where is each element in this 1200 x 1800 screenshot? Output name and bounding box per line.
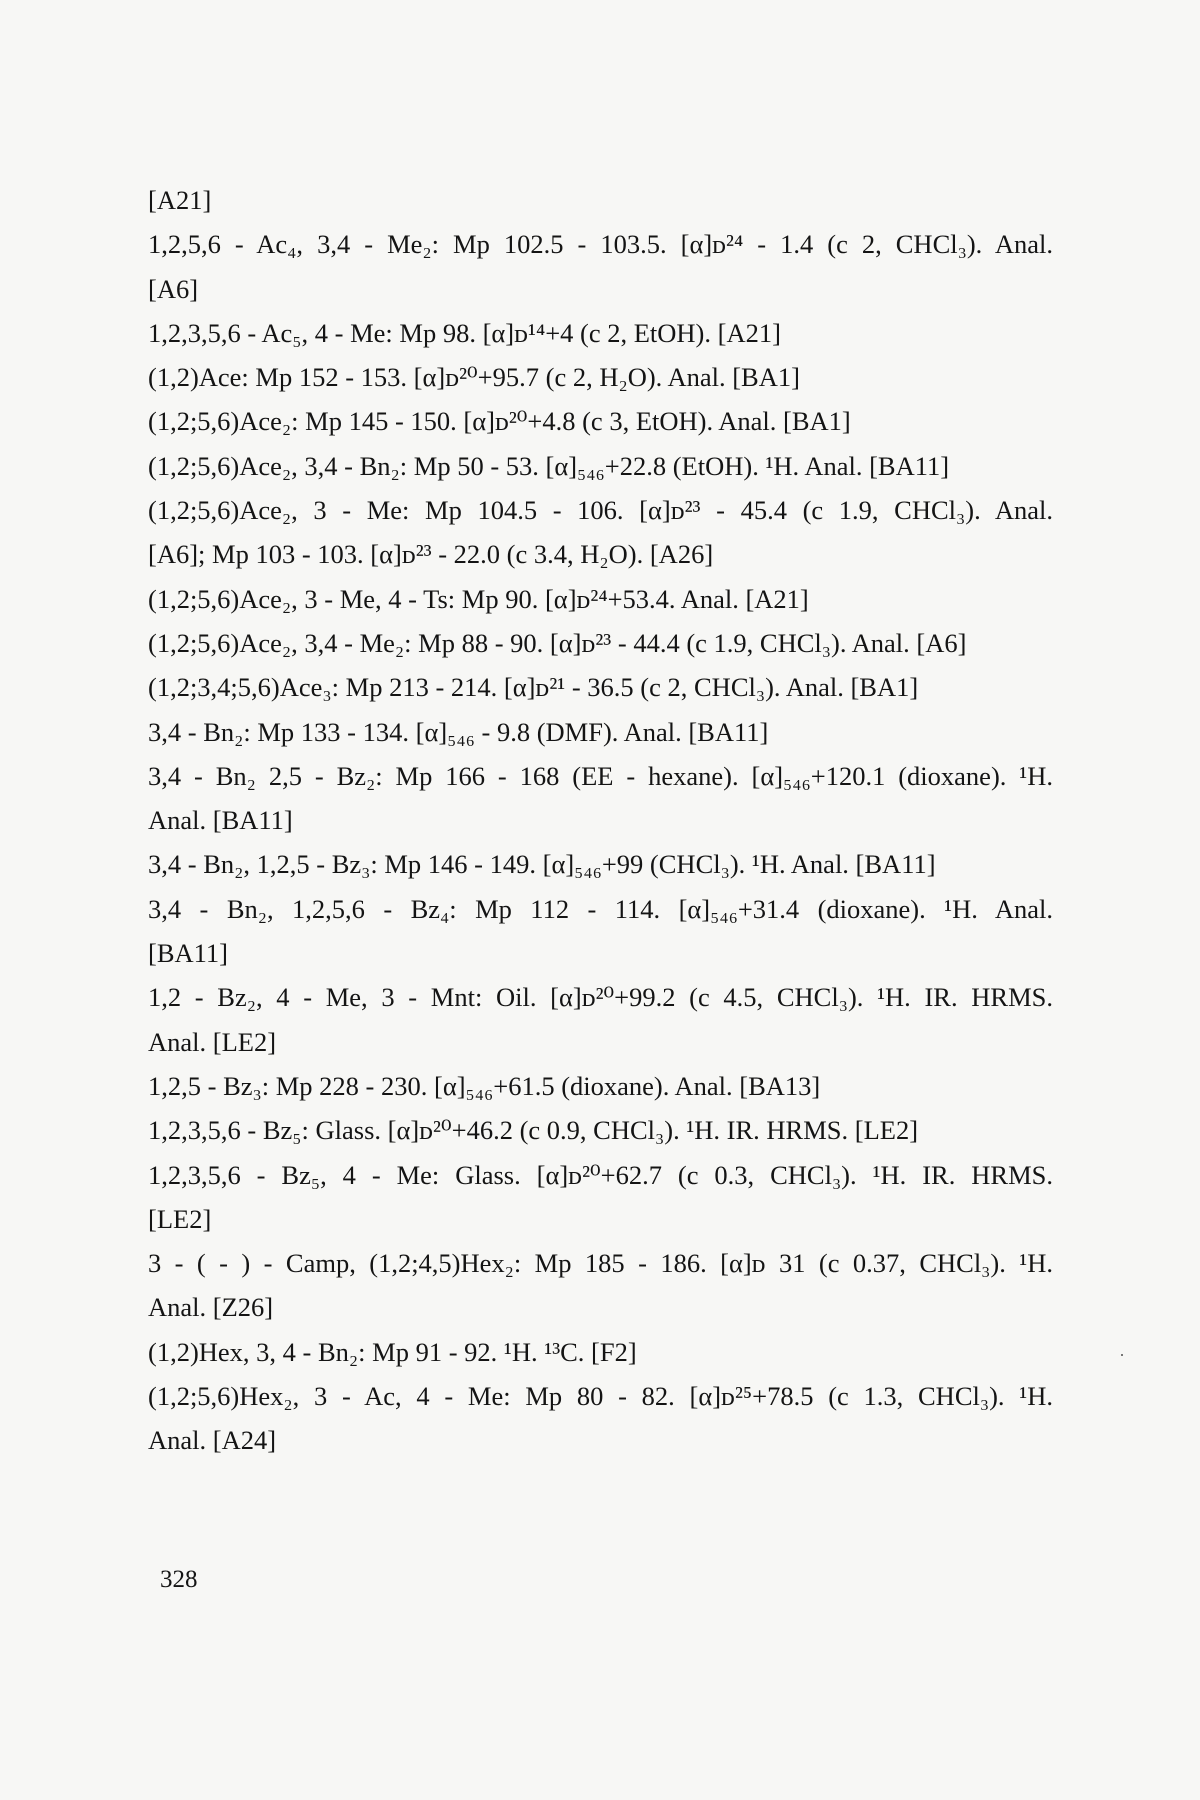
entry-line: (1,2)Hex, 3, 4 - Bn₂: Mp 91 - 92. ¹H. ¹³C. [F2] <box>148 1336 637 1367</box>
entry-line: 1,2,5,6 - Ac₄, 3,4 - Me₂: Mp 102.5 - 103.5. [α]ᴅ²⁴ - 1.4 (c 2, CHCl₃). Anal. <box>148 229 1053 260</box>
page-number: 328 <box>160 1566 198 1593</box>
entry-line: 1,2,3,5,6 - Bz₅: Glass. [α]ᴅ²⁰+46.2 (c 0.9, CHCl₃). ¹H. IR. HRMS. [LE2] <box>148 1115 919 1146</box>
entry-line: 1,2,3,5,6 - Ac₅, 4 - Me: Mp 98. [α]ᴅ¹⁴+4 (c 2, EtOH). [A21] <box>148 317 781 348</box>
entry-line: (1,2;5,6)Ace₂, 3,4 - Bn₂: Mp 50 - 53. [α]₅₄₆+22.8 (EtOH). ¹H. Anal. [BA11] <box>148 450 950 481</box>
entry-line: 3,4 - Bn₂, 1,2,5,6 - Bz₄: Mp 112 - 114. [α]₅₄₆+31.4 (dioxane). ¹H. Anal. <box>148 893 1053 924</box>
entry-line: Anal. [LE2] <box>148 1026 277 1057</box>
entry-line: Anal. [A24] <box>148 1425 277 1456</box>
entry-line: (1,2;5,6)Ace₂, 3 - Me, 4 - Ts: Mp 90. [α]ᴅ²⁴+53.4. Anal. [A21] <box>148 583 809 614</box>
entry-line: Anal. [BA11] <box>148 805 293 836</box>
entry-line: 1,2 - Bz₂, 4 - Me, 3 - Mnt: Oil. [α]ᴅ²⁰+99.2 (c 4.5, CHCl₃). ¹H. IR. HRMS. <box>148 982 1053 1013</box>
entry-line: [A21] <box>148 185 212 215</box>
entry-line: 1,2,5 - Bz₃: Mp 228 - 230. [α]₅₄₆+61.5 (dioxane). Anal. [BA13] <box>148 1070 821 1101</box>
entry-line: 1,2,3,5,6 - Bz₅, 4 - Me: Glass. [α]ᴅ²⁰+62.7 (c 0.3, CHCl₃). ¹H. IR. HRMS. <box>148 1159 1053 1190</box>
entry-line: (1,2;5,6)Ace₂, 3,4 - Me₂: Mp 88 - 90. [α]ᴅ²³ - 44.4 (c 1.9, CHCl₃). Anal. [A6] <box>148 627 967 658</box>
entry-line: 3,4 - Bn₂, 1,2,5 - Bz₃: Mp 146 - 149. [α]₅₄₆+99 (CHCl₃). ¹H. Anal. [BA11] <box>148 849 936 880</box>
entry-line: (1,2;3,4;5,6)Ace₃: Mp 213 - 214. [α]ᴅ²¹ - 36.5 (c 2, CHCl₃). Anal. [BA1] <box>148 672 919 703</box>
entry-line: [LE2] <box>148 1203 212 1234</box>
entry-line: 3 - ( - ) - Camp, (1,2;4,5)Hex₂: Mp 185 - 186. [α]ᴅ 31 (c 0.37, CHCl₃). ¹H. <box>148 1248 1053 1279</box>
entry-line: (1,2;5,6)Ace₂: Mp 145 - 150. [α]ᴅ²⁰+4.8 (c 3, EtOH). Anal. [BA1] <box>148 406 851 437</box>
entry-line: Anal. [Z26] <box>148 1292 274 1323</box>
entry-line: 3,4 - Bn₂: Mp 133 - 134. [α]₅₄₆ - 9.8 (DMF). Anal. [BA11] <box>148 716 769 747</box>
scan-speck <box>1121 1354 1123 1356</box>
entry-line: (1,2;5,6)Hex₂, 3 - Ac, 4 - Me: Mp 80 - 82. [α]ᴅ²⁵+78.5 (c 1.3, CHCl₃). ¹H. <box>148 1381 1053 1412</box>
entry-line: (1,2)Ace: Mp 152 - 153. [α]ᴅ²⁰+95.7 (c 2, H₂O). Anal. [BA1] <box>148 362 800 393</box>
entry-line: 3,4 - Bn₂ 2,5 - Bz₂: Mp 166 - 168 (EE - hexane). [α]₅₄₆+120.1 (dioxane). ¹H. <box>148 760 1053 791</box>
entry-line: (1,2;5,6)Ace₂, 3 - Me: Mp 104.5 - 106. [α]ᴅ²³ - 45.4 (c 1.9, CHCl₃). Anal. <box>148 495 1053 526</box>
entry-line: [A6] <box>148 273 199 304</box>
entry-line: [BA11] <box>148 938 228 969</box>
compound-entries <box>148 178 1053 1463</box>
entry-line: [A6]; Mp 103 - 103. [α]ᴅ²³ - 22.0 (c 3.4, H₂O). [A26] <box>148 539 714 570</box>
